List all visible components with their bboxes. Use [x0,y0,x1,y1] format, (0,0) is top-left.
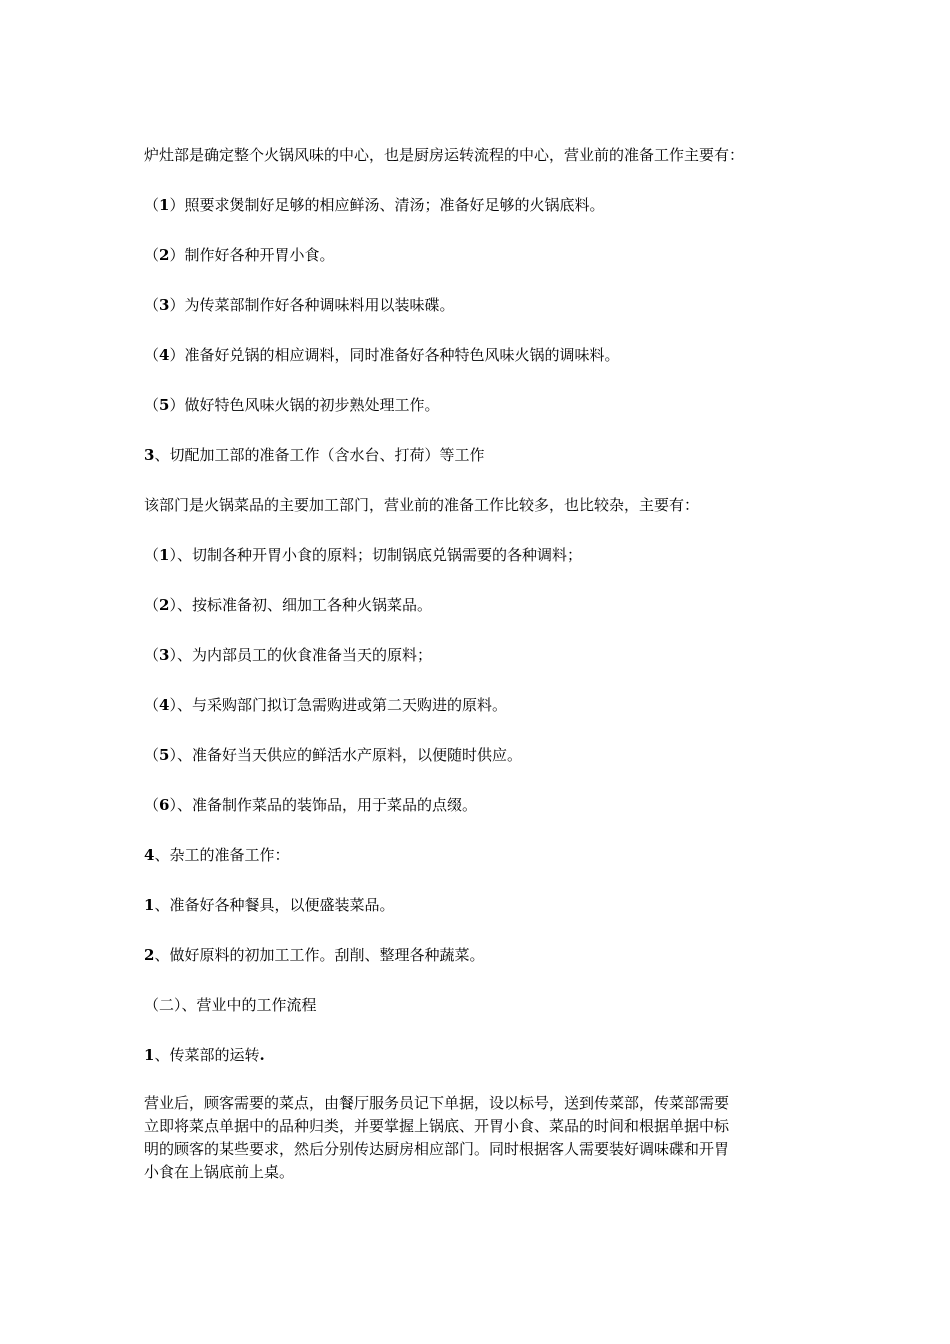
item-text: 制作好各种开胃小食。 [184,246,335,264]
item-number: 2 [159,246,170,264]
intro-text: 炉灶部是确定整个火锅风味的中心，也是厨房运转流程的中心，营业前的准备工作主要有： [144,146,745,164]
item-text: 为传菜部制作好各种调味料用以装味碟。 [184,296,455,314]
item-number: 1 [159,196,170,214]
misc-item-2 [144,943,814,967]
cutting-item-2: （2）、按标准备初、细加工各种火锅菜品。 [144,596,432,614]
item-text: 、切制各种开胃小食的原料；切制锅底兑锅需要的各种调料； [176,546,582,564]
item-text: 、与采购部门拟订急需购进或第二天购进的原料。 [176,696,507,714]
section-4-heading [144,843,814,867]
cutting-intro-text: 该部门是火锅菜品的主要加工部门，营业前的准备工作比较多，也比较杂，主要有： [144,496,700,514]
section-number: 1 [144,1046,155,1064]
paragraph-line-1: 营业后，顾客需要的菜点，由餐厅服务员记下单据，设以标号，送到传菜部，传菜部需要 [144,1094,730,1112]
cutting-item-6: （6）、准备制作菜品的装饰品，用于菜品的点缀。 [144,796,477,814]
item-number: 5 [159,396,170,414]
item-text: 做好特色风味火锅的初步熟处理工作。 [184,396,440,414]
cutting-item-4: （4）、与采购部门拟订急需购进或第二天购进的原料。 [144,696,507,714]
item-number: 1 [144,896,155,914]
intro-line [144,143,814,167]
item-number: 3 [159,296,170,314]
part-2-heading-text: （二）、营业中的工作流程 [144,996,317,1014]
cutting-item-3: （3）、为内部员工的伙食准备当天的原料； [144,646,432,664]
cutting-item-1: （1）、切制各种开胃小食的原料；切制锅底兑锅需要的各种调料； [144,546,582,564]
stove-item-4: （4）准备好兑锅的相应调料，同时准备好各种特色风味火锅的调味料。 [144,346,620,364]
misc-item-1 [144,893,814,917]
stove-item-1: （1）照要求煲制好足够的相应鲜汤、清汤；准备好足够的火锅底料。 [144,196,605,214]
item-text: 准备好兑锅的相应调料，同时准备好各种特色风味火锅的调味料。 [184,346,620,364]
item-text: 、准备制作菜品的装饰品，用于菜品的点缀。 [176,796,477,814]
paragraph-line-4: 小食在上锅底前上桌。 [144,1163,295,1181]
section-text: 、切配加工部的准备工作（含水台、打荷）等工作 [154,446,485,464]
section-number: 3 [144,446,155,464]
part-2-subheading [144,1043,814,1067]
stove-item-2: （2）制作好各种开胃小食。 [144,246,335,264]
item-number: 5 [159,746,170,764]
stove-item-3: （3）为传菜部制作好各种调味料用以装味碟。 [144,296,455,314]
item-number: 2 [144,946,155,964]
item-text: 照要求煲制好足够的相应鲜汤、清汤；准备好足够的火锅底料。 [184,196,605,214]
item-number: 3 [159,646,170,664]
trailing-dot: . [259,1046,265,1064]
section-text: 、杂工的准备工作： [154,846,290,864]
item-text: 、按标准备初、细加工各种火锅菜品。 [176,596,432,614]
item-number: 4 [159,346,170,364]
section-number: 4 [144,846,155,864]
item-number: 1 [159,546,170,564]
section-3-heading [144,443,814,467]
stove-item-5: （5）做好特色风味火锅的初步熟处理工作。 [144,396,440,414]
paragraph-line-3: 明的顾客的某些要求，然后分别传达厨房相应部门。同时根据客人需要装好调味碟和开胃 [144,1140,730,1158]
item-number: 6 [159,796,170,814]
section-text: 、传菜部的运转 [154,1046,260,1064]
cutting-item-5: （5）、准备好当天供应的鲜活水产原料，以便随时供应。 [144,746,522,764]
item-text: 、为内部员工的伙食准备当天的原料； [176,646,432,664]
paragraph-line-2: 立即将菜点单据中的品种归类，并要掌握上锅底、开胃小食、菜品的时间和根据单据中标 [144,1117,730,1135]
part-2-heading [144,993,814,1017]
item-number: 4 [159,696,170,714]
item-text: 、准备好当天供应的鲜活水产原料，以便随时供应。 [176,746,522,764]
item-text: 、做好原料的初加工工作。刮削、整理各种蔬菜。 [154,946,485,964]
item-text: 、准备好各种餐具，以便盛装菜品。 [154,896,395,914]
item-number: 2 [159,596,170,614]
final-paragraph [144,1092,814,1184]
cutting-intro-line [144,493,814,517]
